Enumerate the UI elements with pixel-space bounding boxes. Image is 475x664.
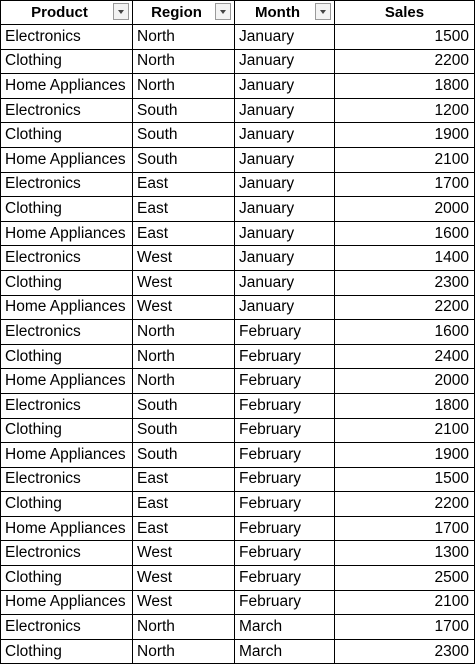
cell-month[interactable]: February (235, 516, 335, 541)
table-row (1, 295, 475, 320)
cell-region[interactable]: West (133, 270, 235, 295)
cell-region[interactable]: South (133, 147, 235, 172)
header-region[interactable] (133, 1, 235, 25)
cell-region[interactable]: South (133, 443, 235, 468)
cell-product[interactable]: Home Appliances (1, 221, 133, 246)
cell-product[interactable]: Clothing (1, 123, 133, 148)
cell-month[interactable]: January (235, 98, 335, 123)
cell-region[interactable]: East (133, 172, 235, 197)
cell-sales[interactable]: 2000 (335, 369, 475, 394)
cell-month[interactable]: February (235, 443, 335, 468)
table-row (1, 74, 475, 99)
cell-month[interactable]: February (235, 418, 335, 443)
cell-region[interactable]: North (133, 639, 235, 664)
cell-month[interactable]: March (235, 615, 335, 640)
cell-region[interactable]: East (133, 492, 235, 517)
cell-month[interactable]: January (235, 172, 335, 197)
cell-region[interactable]: North (133, 344, 235, 369)
cell-sales[interactable]: 1700 (335, 172, 475, 197)
cell-sales[interactable]: 1200 (335, 98, 475, 123)
cell-sales[interactable]: 1500 (335, 467, 475, 492)
cell-sales[interactable]: 1800 (335, 74, 475, 99)
cell-product[interactable]: Clothing (1, 344, 133, 369)
table-row (1, 344, 475, 369)
cell-sales[interactable]: 1900 (335, 443, 475, 468)
cell-product[interactable]: Electronics (1, 98, 133, 123)
cell-region[interactable]: East (133, 221, 235, 246)
cell-region[interactable]: West (133, 541, 235, 566)
table-row (1, 516, 475, 541)
table-row (1, 615, 475, 640)
cell-product[interactable]: Electronics (1, 320, 133, 345)
cell-sales[interactable]: 2400 (335, 344, 475, 369)
header-label: Product (31, 4, 88, 21)
cell-sales[interactable]: 1400 (335, 246, 475, 271)
cell-region[interactable]: West (133, 566, 235, 591)
cell-month[interactable]: January (235, 270, 335, 295)
cell-product[interactable]: Electronics (1, 541, 133, 566)
cell-product[interactable]: Clothing (1, 639, 133, 664)
cell-region[interactable]: South (133, 123, 235, 148)
table-row (1, 418, 475, 443)
table-row (1, 98, 475, 123)
cell-sales[interactable]: 2200 (335, 49, 475, 74)
cell-region[interactable]: West (133, 590, 235, 615)
chevron-down-icon (320, 10, 326, 14)
cell-region[interactable]: East (133, 197, 235, 222)
cell-region[interactable]: South (133, 418, 235, 443)
header-product[interactable] (1, 1, 133, 25)
cell-region[interactable]: North (133, 369, 235, 394)
cell-month[interactable]: January (235, 147, 335, 172)
cell-sales[interactable]: 1600 (335, 320, 475, 345)
cell-sales[interactable]: 2100 (335, 418, 475, 443)
cell-product[interactable]: Electronics (1, 246, 133, 271)
cell-sales[interactable]: 2200 (335, 295, 475, 320)
cell-month[interactable]: February (235, 590, 335, 615)
header-row (1, 1, 475, 25)
table-row (1, 590, 475, 615)
cell-month[interactable]: February (235, 566, 335, 591)
table-row (1, 147, 475, 172)
cell-sales[interactable]: 1900 (335, 123, 475, 148)
cell-product[interactable]: Electronics (1, 393, 133, 418)
cell-month[interactable]: March (235, 639, 335, 664)
cell-product[interactable]: Clothing (1, 418, 133, 443)
cell-product[interactable]: Clothing (1, 49, 133, 74)
cell-sales[interactable]: 2100 (335, 590, 475, 615)
table-row (1, 639, 475, 664)
cell-region[interactable]: North (133, 74, 235, 99)
header-label: Sales (384, 4, 425, 21)
cell-product[interactable]: Home Appliances (1, 295, 133, 320)
cell-sales[interactable]: 1700 (335, 516, 475, 541)
table-row (1, 369, 475, 394)
cell-sales[interactable]: 2100 (335, 147, 475, 172)
cell-sales[interactable]: 2200 (335, 492, 475, 517)
cell-month[interactable]: February (235, 369, 335, 394)
cell-month[interactable]: February (235, 320, 335, 345)
cell-sales[interactable]: 2300 (335, 270, 475, 295)
cell-month[interactable]: February (235, 541, 335, 566)
cell-sales[interactable]: 1600 (335, 221, 475, 246)
filter-dropdown-button[interactable] (215, 3, 231, 20)
cell-region[interactable]: North (133, 49, 235, 74)
table-row (1, 393, 475, 418)
cell-month[interactable]: January (235, 123, 335, 148)
table-row (1, 566, 475, 591)
cell-region[interactable]: South (133, 393, 235, 418)
cell-product[interactable]: Electronics (1, 25, 133, 50)
cell-month[interactable]: February (235, 393, 335, 418)
cell-region[interactable]: South (133, 98, 235, 123)
cell-product[interactable]: Clothing (1, 566, 133, 591)
cell-product[interactable]: Home Appliances (1, 516, 133, 541)
cell-month[interactable]: February (235, 492, 335, 517)
table-row (1, 49, 475, 74)
cell-month[interactable]: January (235, 74, 335, 99)
table-row (1, 443, 475, 468)
cell-region[interactable]: North (133, 320, 235, 345)
cell-region[interactable]: North (133, 25, 235, 50)
cell-product[interactable]: Home Appliances (1, 443, 133, 468)
cell-month[interactable]: January (235, 221, 335, 246)
chevron-down-icon (118, 10, 124, 14)
cell-product[interactable]: Home Appliances (1, 74, 133, 99)
cell-month[interactable]: January (235, 295, 335, 320)
cell-region[interactable]: West (133, 295, 235, 320)
cell-sales[interactable]: 1700 (335, 615, 475, 640)
header-label: Region (151, 4, 202, 21)
cell-region[interactable]: North (133, 615, 235, 640)
table-row (1, 246, 475, 271)
cell-sales[interactable]: 2300 (335, 639, 475, 664)
table-row (1, 123, 475, 148)
table-row (1, 320, 475, 345)
cell-product[interactable]: Home Appliances (1, 369, 133, 394)
table-row (1, 541, 475, 566)
filter-dropdown-button[interactable] (113, 3, 129, 20)
cell-region[interactable]: East (133, 516, 235, 541)
cell-product[interactable]: Clothing (1, 270, 133, 295)
table-row (1, 25, 475, 50)
cell-sales[interactable]: 1300 (335, 541, 475, 566)
cell-sales[interactable]: 1800 (335, 393, 475, 418)
cell-month[interactable]: January (235, 197, 335, 222)
cell-sales[interactable]: 2000 (335, 197, 475, 222)
cell-region[interactable]: East (133, 467, 235, 492)
cell-product[interactable]: Home Appliances (1, 590, 133, 615)
chevron-down-icon (220, 10, 226, 14)
cell-product[interactable]: Electronics (1, 467, 133, 492)
table-row (1, 270, 475, 295)
table-row (1, 197, 475, 222)
cell-product[interactable]: Clothing (1, 492, 133, 517)
cell-month[interactable]: January (235, 49, 335, 74)
filter-dropdown-button[interactable] (315, 3, 331, 20)
table-body (1, 25, 475, 664)
cell-month[interactable]: February (235, 344, 335, 369)
cell-product[interactable]: Home Appliances (1, 147, 133, 172)
header-sales[interactable] (335, 1, 475, 25)
cell-sales[interactable]: 2500 (335, 566, 475, 591)
cell-sales[interactable]: 1500 (335, 25, 475, 50)
cell-product[interactable]: Clothing (1, 197, 133, 222)
cell-month[interactable]: February (235, 467, 335, 492)
table-row (1, 492, 475, 517)
cell-month[interactable]: January (235, 246, 335, 271)
header-month[interactable] (235, 1, 335, 25)
cell-product[interactable]: Electronics (1, 615, 133, 640)
table-row (1, 172, 475, 197)
table-row (1, 221, 475, 246)
header-label: Month (255, 4, 300, 21)
cell-product[interactable]: Electronics (1, 172, 133, 197)
table-row (1, 467, 475, 492)
cell-region[interactable]: West (133, 246, 235, 271)
cell-month[interactable]: January (235, 25, 335, 50)
